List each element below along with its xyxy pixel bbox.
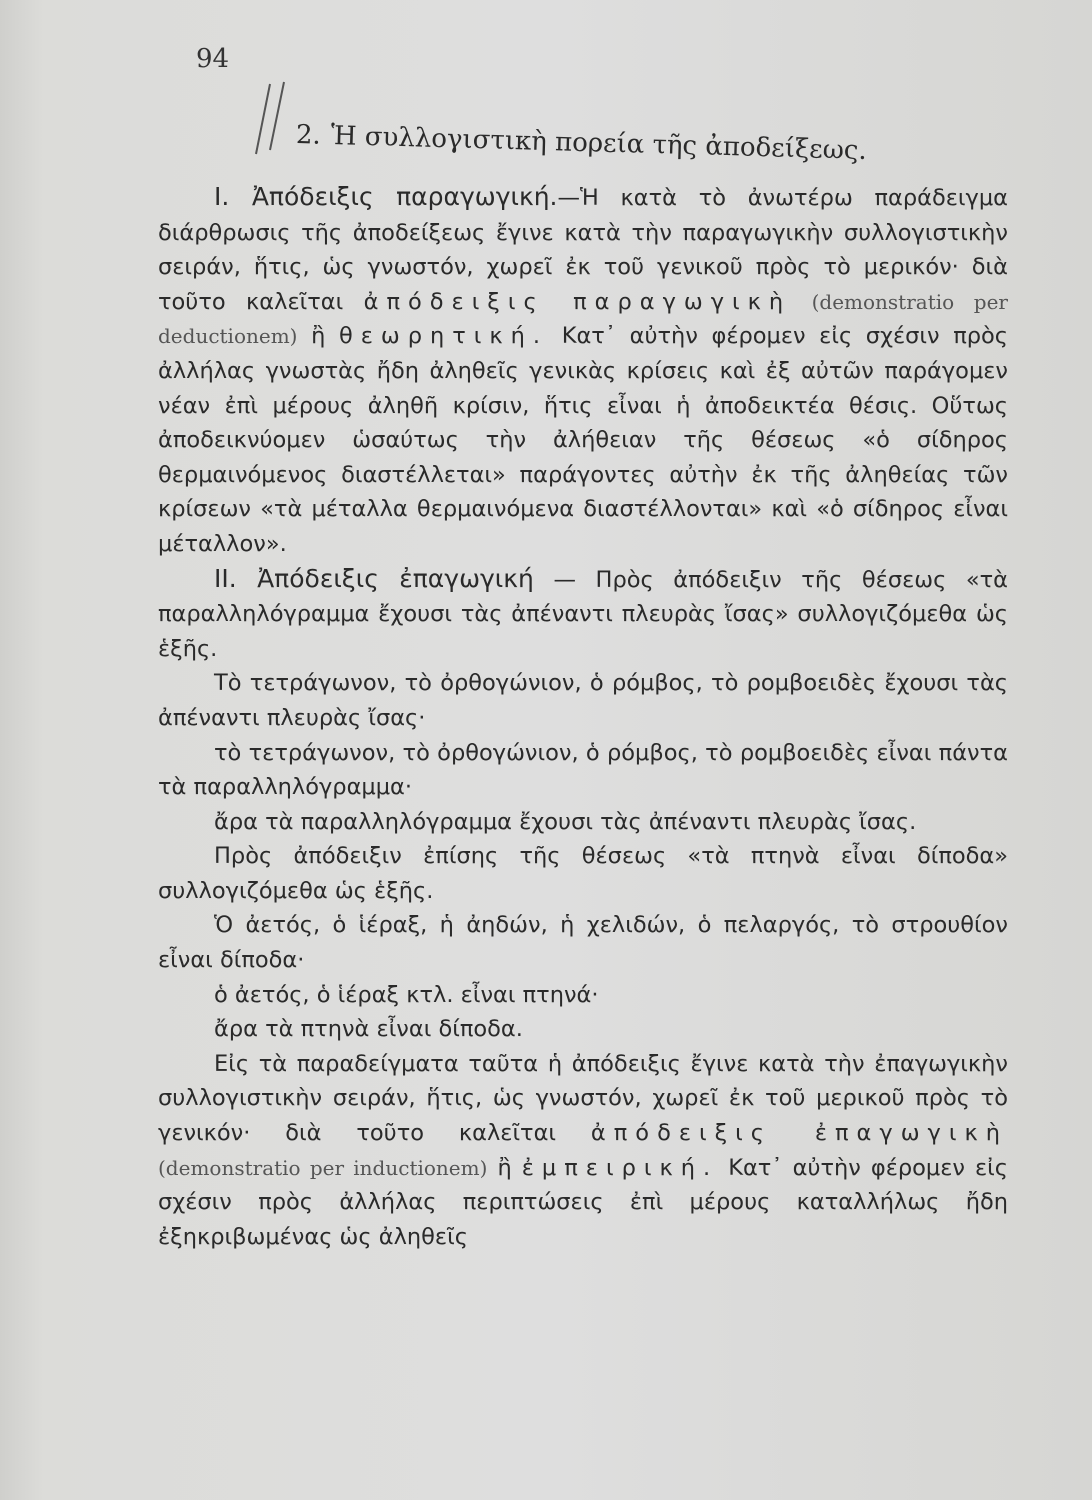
paragraph-inductive-summary [158,1047,1008,1255]
page-number: 94 [196,44,230,74]
section2-text-c: Εἰς τὰ παραδείγματα ταῦτα ἡ ἀπόδειξις ἔγινε κατὰ τὴν ἐπαγωγικὴν συλλογιστικὴν σειράν, ἥτις, ὡς γνωστόν, χωρεῖ ἐκ τοῦ μερικοῦ πρὸς τὸ γενικόν· διὰ τοῦτο καλεῖται [158,1050,1008,1147]
syllogism2-line: ἄρα τὰ πτηνὰ εἶναι δίποδα. [214,1016,523,1043]
section1-latin: (demonstratio per deductionem) [158,289,1008,349]
section2-term-b: ἐμπειρική. [521,1154,719,1181]
section-heading [296,120,868,166]
heading-title: Ἡ συλλογιστικὴ πορεία τῆς ἀποδείξεως. [330,120,868,166]
section1-term-b: θεωρητική. [338,323,549,350]
paragraph-inductive [158,562,1008,667]
syllogism1-line: ἄρα τὰ παραλληλόγραμμα ἔχουσι τὰς ἀπέναντι πλευρὰς ἴσας. [214,808,917,835]
heading-number: 2. [295,120,322,151]
pencil-mark-icon [248,80,298,160]
section2-text-d: ἢ [497,1154,512,1181]
syllogism1-line: τὸ τετράγωνον, τὸ ὀρθογώνιον, ὁ ρόμβος, τὸ ρομβοειδὲς εἶναι πάντα τὰ παραλληλόγραμμα· [158,739,1008,801]
paragraph-birds: Πρὸς ἀπόδειξιν ἐπίσης τῆς θέσεως «τὰ πτηνὰ εἶναι δίποδα» συλλογιζόμεθα ὡς ἑξῆς. [158,843,1008,904]
syllogism1-line: Τὸ τετράγωνον, τὸ ὀρθογώνιον, ὁ ρόμβος, τὸ ρομβοειδὲς ἔχουσι τὰς ἀπέναντι πλευρὰς ἴσας· [158,670,1008,731]
paragraph-deductive [158,180,1008,562]
section1-text-b: ἢ [311,323,326,350]
section1-text-a: —Ἡ κατὰ τὸ ἀνωτέρω παράδειγμα διάρθρωσις τῆς ἀποδείξεως ἔγινε κατὰ τὴν παραγωγικὴν συλλογιστικὴν σειράν, ἥτις, ὡς γνωστόν, χωρεῖ ἐκ τοῦ γενικοῦ πρὸς τὸ μερικόν· διὰ τοῦτο καλεῖται [158,185,1008,315]
section1-label: I. Ἀπόδειξις παραγωγική. [214,182,558,211]
section2-label: II. Ἀπόδειξις ἐπαγωγική [214,563,534,593]
section1-term-a: ἀπόδειξις παραγωγικὴ [363,288,792,315]
section2-text-a: — Πρὸς ἀπόδειξιν τῆς θέσεως «τὰ παραλληλόγραμμα ἔχουσι τὰς ἀπέναντι πλευρὰς ἴσας» συλλογιζόμεθα ὡς ἑξῆς. [158,566,1009,662]
section2-term-a: ἀπόδειξις ἐπαγωγικὴ [590,1120,1008,1147]
section1-text-c: Κατ᾿ αὐτὴν φέρομεν εἰς σχέσιν πρὸς ἀλλήλας γνωστὰς ἤδη ἀληθεῖς γενικὰς κρίσεις καὶ ἐξ αὐτῶν παράγομεν νέαν ἐπὶ μέρους ἀληθῆ κρίσιν, ἥτις εἶναι ἡ ἀποδεικτέα θέσις. Οὕτως ἀποδεικνύομεν ὡσαύτως τὴν ἀλήθειαν τῆς θέσεως «ὁ σίδηρος θερμαινόμενος διαστέλλεται» παράγοντες αὐτὴν ἐκ τῆς ἀληθείας τῶν κρίσεων «τὰ μέταλλα θερμαινόμενα διαστέλλονται» καὶ «ὁ σίδηρος εἶναι μέταλλον». [158,323,1008,557]
syllogism2-line: ὁ ἀετός, ὁ ἱέραξ κτλ. εἶναι πτηνά· [214,981,599,1008]
section2-text-e: Κατ᾿ αὐτὴν φέρομεν εἰς σχέσιν πρὸς ἀλλήλας περιπτώσεις ἐπὶ μέρους καταλλήλως ἤδη ἐξηκριβωμένας ὡς ἀληθεῖς [158,1154,1008,1250]
body-text [158,180,1008,1254]
syllogism2-line: Ὁ ἀετός, ὁ ἱέραξ, ἡ ἀηδών, ἡ χελιδών, ὁ πελαργός, τὸ στρουθίον εἶναι δίποδα· [158,912,1008,974]
section2-latin: (demonstratio per inductionem) [158,1155,488,1180]
